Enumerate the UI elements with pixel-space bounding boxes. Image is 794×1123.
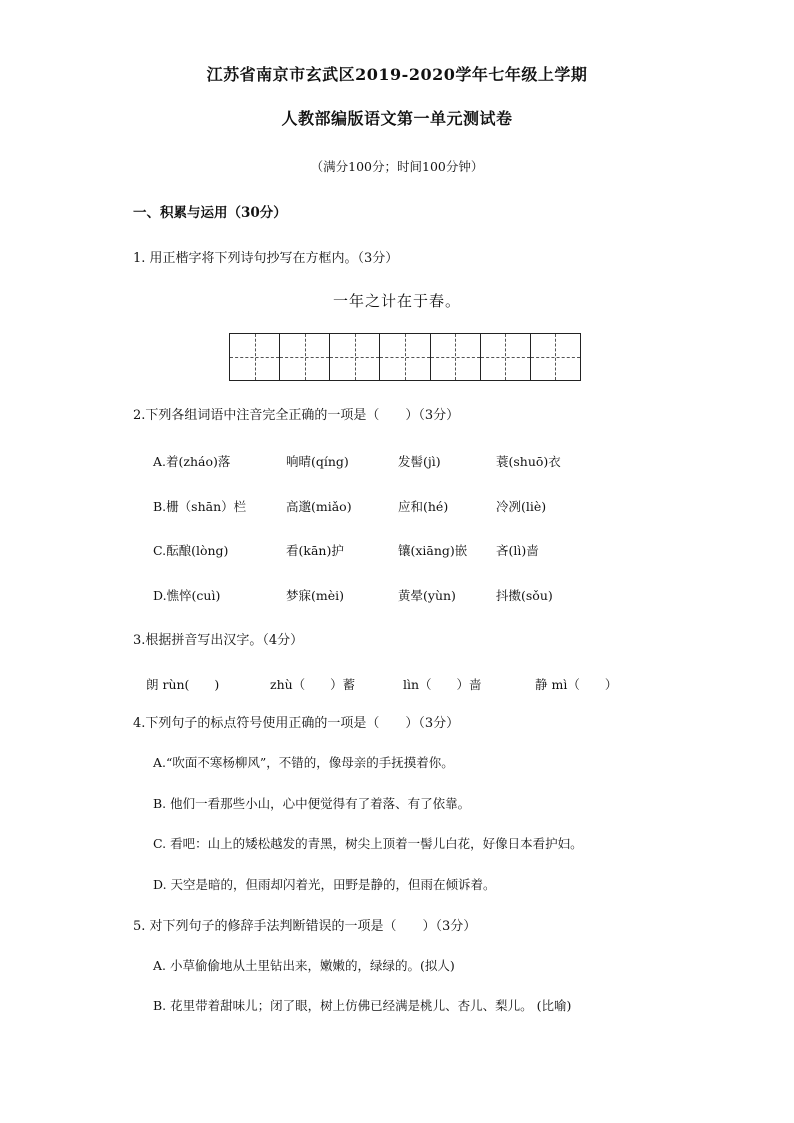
q2-option-c-2: 看(kān)护: [286, 543, 344, 558]
exam-title-line1: 江苏省南京市玄武区2019-2020学年七年级上学期: [206, 65, 588, 84]
q2-option-a-2: 响晴(qíng): [286, 454, 349, 469]
question-1-stem: 1. 用正楷字将下列诗句抄写在方框内。（3分）: [133, 251, 399, 266]
grid-cell[interactable]: [531, 334, 580, 380]
q5-option-b: B. 花里带着甜味儿；闭了眼，树上仿佛已经满是桃儿、杏儿、梨儿。 (比喻): [153, 998, 572, 1013]
q4-option-d: D. 天空是暗的，但雨却闪着光，田野是静的，但雨在倾诉着。: [153, 877, 496, 892]
grid-cell[interactable]: [431, 334, 481, 380]
q2-option-c-3: 镶(xiāng)嵌: [398, 543, 468, 558]
question-5-stem: 5. 对下列句子的修辞手法判断错误的一项是（ ）（3分）: [133, 919, 477, 934]
q4-option-a: A.“吹面不寒杨柳风”，不错的，像母亲的手抚摸着你。: [153, 755, 454, 770]
q3-item-3: lìn（ ）啬: [403, 677, 482, 692]
grid-cell[interactable]: [280, 334, 330, 380]
exam-title-line2: 人教部编版语文第一单元测试卷: [281, 109, 513, 128]
grid-cell[interactable]: [330, 334, 380, 380]
question-2-stem: 2.下列各组词语中注音完全正确的一项是（ ）（3分）: [133, 408, 460, 423]
q3-item-1: 朗 rùn( ): [146, 677, 220, 692]
question-3-stem: 3.根据拼音写出汉字。（4分）: [133, 633, 304, 648]
q2-option-d-3: 黄晕(yùn): [398, 588, 456, 603]
q4-option-c: C. 看吧：山上的矮松越发的青黑，树尖上顶着一髻儿白花，好像日本看护妇。: [153, 836, 583, 851]
q2-option-c-1: C.酝酿(lòng): [153, 543, 229, 558]
poem-line: 一年之计在于春。: [332, 292, 461, 310]
q2-option-c-4: 吝(lì)啬: [496, 543, 539, 558]
question-4-stem: 4.下列句子的标点符号使用正确的一项是（ ）（3分）: [133, 716, 460, 731]
q2-option-b-4: 冷冽(liè): [496, 499, 547, 514]
grid-cell[interactable]: [481, 334, 531, 380]
q2-option-a-4: 蓑(shuō)衣: [496, 454, 561, 469]
q2-option-a-3: 发髻(jì): [398, 454, 441, 469]
q4-option-b: B. 他们一看那些小山，心中便觉得有了着落、有了依靠。: [153, 796, 471, 811]
writing-grid[interactable]: [229, 333, 581, 381]
q2-option-b-2: 高邈(miǎo): [286, 499, 352, 514]
q2-option-b-3: 应和(hé): [398, 499, 449, 514]
q2-option-d-4: 抖擞(sǒu): [496, 588, 553, 603]
q2-option-a-1: A.着(zháo)落: [153, 454, 231, 469]
grid-cell[interactable]: [230, 334, 280, 380]
q3-item-2: zhù（ ）蓄: [270, 677, 356, 692]
exam-subtitle: （满分100分；时间100分钟）: [310, 159, 484, 174]
q2-option-d-1: D.憔悴(cuì): [153, 588, 221, 603]
grid-cell[interactable]: [380, 334, 430, 380]
section-heading: 一、积累与运用（30分）: [133, 205, 287, 221]
q2-option-d-2: 梦寐(mèi): [286, 588, 345, 603]
q5-option-a: A. 小草偷偷地从土里钻出来，嫩嫩的，绿绿的。(拟人): [153, 958, 455, 973]
q3-item-4: 静 mì（ ）: [535, 677, 618, 692]
q2-option-b-1: B.栅（shān）栏: [153, 499, 247, 514]
